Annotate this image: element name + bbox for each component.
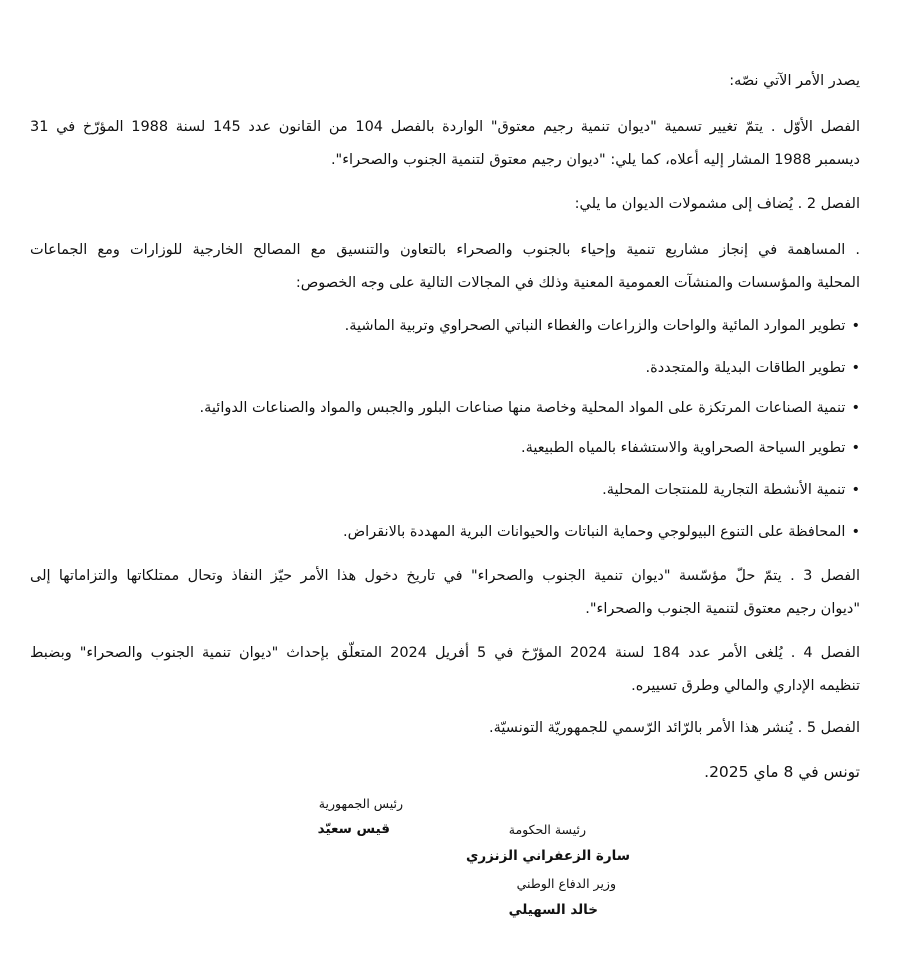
competence-item: • تنمية الصناعات المرتكزة على المواد المحلية وخاصة منها صناعات البلور والجبس والمواد والصناعات الدوائية. xyxy=(200,398,860,418)
article-2: الفصل 2 . يُضاف إلى مشمولات الديوان ما يلي: xyxy=(574,196,860,212)
defense-minister-name: خالد السهيلي xyxy=(508,902,598,918)
article-3-line-1: الفصل 3 . يتمّ حلّ مؤسّسة "ديوان تنمية الجنوب والصحراء" في تاريخ دخول هذا الأمر حيّز النفاذ وتحال ممتلكاتها والتزاماتها إلى xyxy=(30,568,860,584)
defense-minister-title: وزير الدفاع الوطني xyxy=(516,876,616,891)
competence-item: • تنمية الأنشطة التجارية للمنتجات المحلية. xyxy=(602,480,860,500)
competence-item: • تطوير الطاقات البديلة والمتجددة. xyxy=(646,358,861,378)
president-name: قيس سعيّد xyxy=(317,821,390,837)
article-3-line-2: "ديوان رجيم معتوق لتنمية الجنوب والصحراء". xyxy=(585,601,860,617)
article-4-line-2: تنظيمه الإداري والمالي وطرق تسييره. xyxy=(631,678,860,694)
competence-item: • تطوير الموارد المائية والواحات والزراعات والغطاء النباتي الصحراوي وتربية الماشية. xyxy=(345,316,860,336)
decree-date: تونس في 8 ماي 2025. xyxy=(704,763,860,781)
prime-minister-name: سارة الزعفراني الزنزري xyxy=(466,848,630,864)
article-1-line-2: ديسمبر 1988 المشار إليه أعلاه، كما يلي: "ديوان رجيم معتوق لتنمية الجنوب والصحراء". xyxy=(330,152,860,168)
president-title: رئيس الجمهورية xyxy=(318,796,403,811)
article-5: الفصل 5 . يُنشر هذا الأمر بالرّائد الرّسمي للجمهوريّة التونسيّة. xyxy=(489,720,860,736)
competence-item: • تطوير السياحة الصحراوية والاستشفاء بالمياه الطبيعية. xyxy=(521,438,860,458)
article-2-para-line-1: . المساهمة في إنجاز مشاريع تنمية وإحياء بالجنوب والصحراء بالتعاون والتنسيق مع المصالح الخارجية للوزارات ومع الجماعات xyxy=(30,242,860,258)
competence-item: • المحافظة على التنوع البيولوجي وحماية النباتات والحيوانات البرية المهددة بالانقراض. xyxy=(343,522,860,542)
article-4-line-1: الفصل 4 . يُلغى الأمر عدد 184 لسنة 2024 المؤرّخ في 5 أفريل 2024 المتعلّق بإحداث "ديوان تنمية الجنوب والصحراء" وبضبط xyxy=(30,645,860,661)
prime-minister-title: رئيسة الحكومة xyxy=(508,822,586,837)
article-2-para-line-2: المحلية والمؤسسات والمنشآت العمومية المعنية وذلك في المجالات التالية على وجه الخصوص: xyxy=(295,275,860,291)
article-1-line-1: الفصل الأوّل . يتمّ تغيير تسمية "ديوان تنمية رجيم معتوق" الواردة بالفصل 104 من القانون عدد 145 لسنة 1988 المؤرّخ في 31 xyxy=(30,119,860,135)
decree-intro: يصدر الأمر الآتي نصّه: xyxy=(729,73,860,89)
